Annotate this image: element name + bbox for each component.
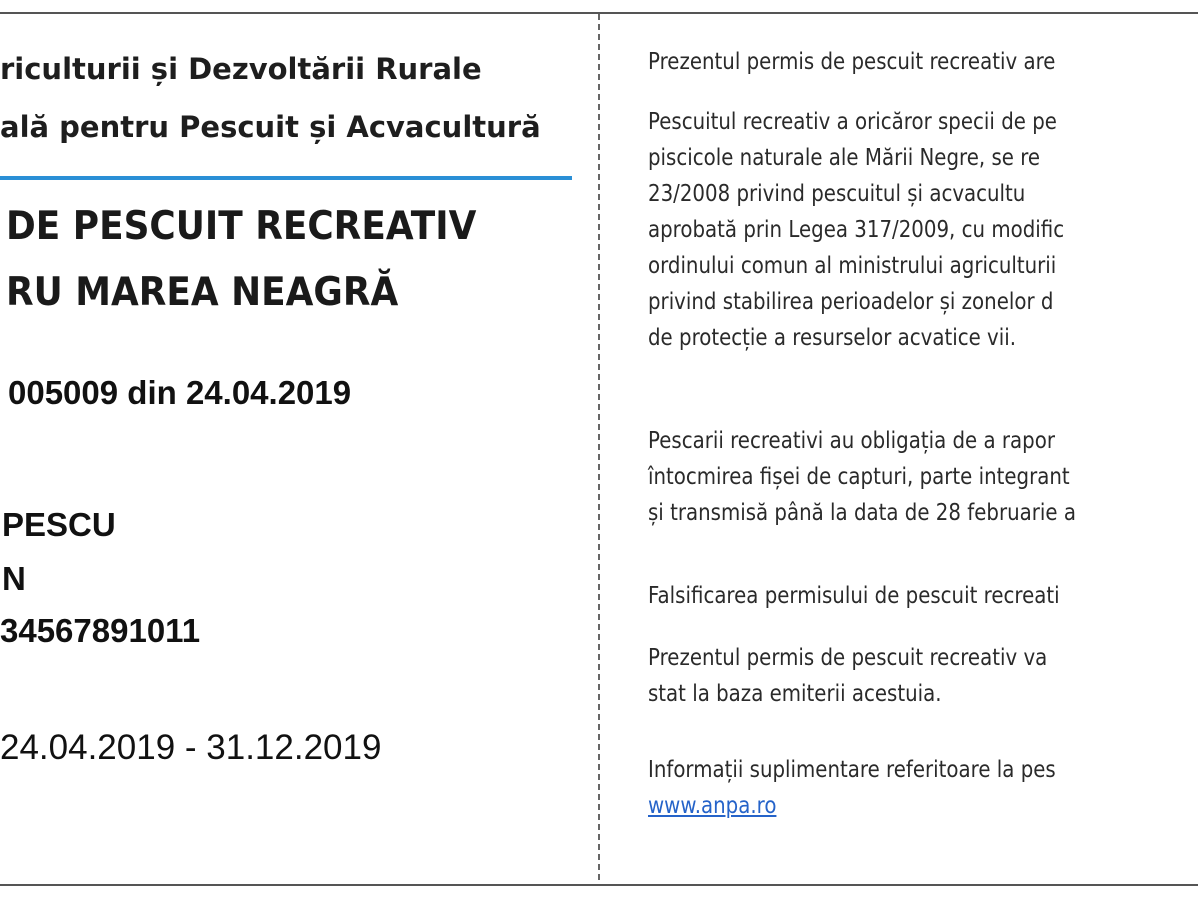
text-line: aprobată prin Legea 317/2009, cu modific xyxy=(648,217,1065,243)
header-divider xyxy=(0,176,572,180)
holder-last-name: PESCU xyxy=(2,506,116,543)
forgery-paragraph xyxy=(648,578,1060,614)
text-line: Informații suplimentare referitoare la pes xyxy=(648,757,1056,783)
permit-back-panel xyxy=(600,0,1200,900)
permit-number: 005009 din 24.04.2019 xyxy=(8,374,352,411)
text-line: ordinului comun al ministrului agriculturii xyxy=(648,253,1057,279)
text-line: privind stabilirea perioadelor și zonelor d xyxy=(648,289,1054,315)
anpa-website-link[interactable]: www.anpa.ro xyxy=(648,793,777,819)
holder-cnp: 34567891011 xyxy=(0,612,201,649)
holder-first-name: N xyxy=(2,560,26,597)
regulation-paragraph xyxy=(648,104,1064,356)
permit-title-line1: DE PESCUIT RECREATIV xyxy=(6,204,477,249)
validity-paragraph xyxy=(648,44,1055,80)
validity-period: 24.04.2019 - 31.12.2019 xyxy=(0,728,382,767)
text-line: de protecție a resurselor acvatice vii. xyxy=(648,325,1017,351)
text-line: stat la baza emiterii acestuia. xyxy=(648,681,942,707)
validity-documents-paragraph xyxy=(648,640,1047,712)
text-line: și transmisă până la data de 28 februarie a xyxy=(648,500,1076,526)
text-line: întocmirea fișei de capturi, parte integrant xyxy=(648,464,1070,490)
reporting-paragraph xyxy=(648,423,1076,531)
agency-header: ală pentru Pescuit și Acvacultură xyxy=(0,110,541,144)
text-line: Pescarii recreativi au obligația de a rapor xyxy=(648,428,1055,454)
permit-title-line2: RU MAREA NEAGRĂ xyxy=(6,270,399,315)
text-line: piscicole naturale ale Mării Negre, se re xyxy=(648,145,1041,171)
info-paragraph xyxy=(648,752,1056,824)
text-line: Falsificarea permisului de pescuit recreati xyxy=(648,583,1060,609)
text-line: 23/2008 privind pescuitul și acvacultu xyxy=(648,181,1026,207)
text-line: Prezentul permis de pescuit recreativ are xyxy=(648,49,1056,75)
permit-front-panel xyxy=(0,0,598,900)
text-line: Prezentul permis de pescuit recreativ va xyxy=(648,645,1048,671)
ministry-header: riculturii și Dezvoltării Rurale xyxy=(0,52,482,86)
text-line: Pescuitul recreativ a oricăror specii de pe xyxy=(648,109,1057,135)
